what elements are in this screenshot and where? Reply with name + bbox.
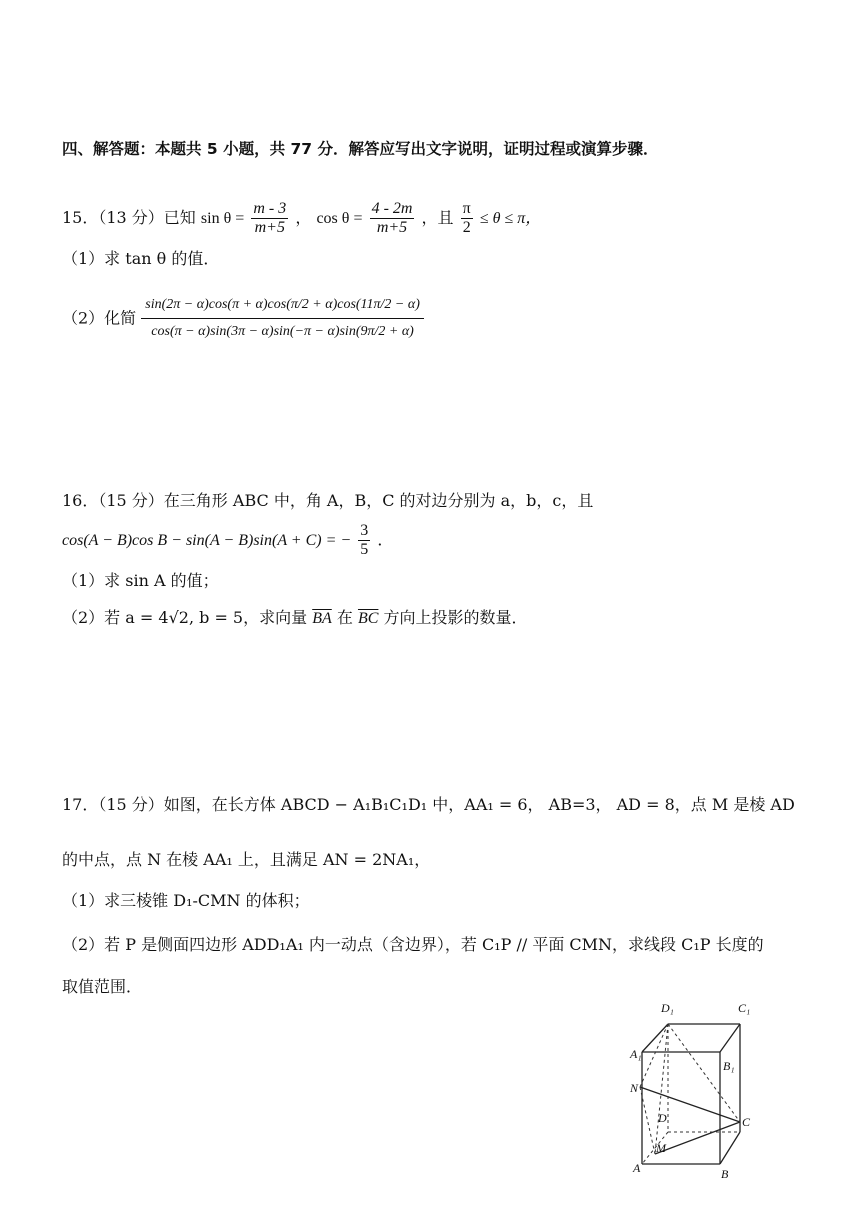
q15-part2-label: （2）化简 <box>62 308 137 328</box>
q15-expression-denominator: cos(π − α)sin(3π − α)sin(−π − α)sin(9π/2 + α) <box>151 324 414 339</box>
q15-expression-numerator: sin(2π − α)cos(π + α)cos(π/2 + α)cos(11π/2 − α) <box>141 292 424 319</box>
q15-cond-post: ≤ θ ≤ π， <box>479 210 542 227</box>
q16-part2-mid: 在 <box>336 608 353 627</box>
section-heading: 四、解答题：本题共 5 小题，共 77 分．解答应写出文字说明，证明过程或演算步骤． <box>62 140 659 158</box>
segment-nc <box>640 1087 740 1122</box>
q15-expression-fraction <box>141 292 424 345</box>
label-m: M <box>656 1141 666 1155</box>
label-n: N <box>630 1081 639 1095</box>
label-d: D <box>658 1111 667 1125</box>
label-c1: C₁ <box>738 1001 751 1015</box>
q16-equation: cos(A − B)cos B − sin(A − B)sin(A + C) = − <box>62 532 352 549</box>
cuboid-figure <box>628 992 768 1182</box>
q15-cond-denominator: 2 <box>462 219 471 236</box>
q16-part1: （1）求 sin A 的值； <box>62 571 219 590</box>
q17-part2: （2）若 P 是侧面四边形 ADD₁A₁ 内一动点（含边界），若 C₁P // 平面 CMN，求线段 C₁P 长度的 <box>62 935 764 954</box>
q17-part2-continued: 取值范围． <box>62 977 143 996</box>
q16-part2 <box>62 607 528 630</box>
segment-d1m-hidden <box>655 1024 668 1154</box>
q15-cond-pre: ，且 <box>421 208 454 227</box>
label-b: B <box>721 1167 729 1181</box>
q15-sin-denominator: m+5 <box>254 219 285 236</box>
q17-line2: 的中点，点 N 在棱 AA₁ 上，且满足 AN = 2NA₁， <box>62 850 431 869</box>
q17-part1: （1）求三棱锥 D₁-CMN 的体积； <box>62 891 310 910</box>
edge-d1a1 <box>642 1024 668 1052</box>
q15-cos-label: cos θ = <box>316 210 363 227</box>
label-b1: B₁ <box>723 1059 735 1073</box>
q16-part2-pre: （2）若 a = 4√2, b = 5，求向量 <box>62 608 308 627</box>
q17-line1: 17．（15 分）如图，在长方体 ABCD − A₁B₁C₁D₁ 中，AA₁ = 6， AB=3， AD = 8，点 M 是棱 AD <box>62 795 795 814</box>
q16-numerator: 3 <box>360 522 369 539</box>
q15-sin-label: sin θ = <box>200 210 245 227</box>
q16-end: ． <box>377 530 394 549</box>
q16-fraction <box>358 522 370 559</box>
q15-statement <box>62 200 541 237</box>
q15-cos-denominator: m+5 <box>376 219 408 236</box>
label-a1: A₁ <box>630 1047 642 1061</box>
edge-bc <box>720 1132 740 1164</box>
q16-denominator: 5 <box>360 541 369 558</box>
q16-vector-ba: $\overline{BA}$ <box>312 610 332 627</box>
q15-cos-fraction <box>370 200 415 237</box>
q15-part2 <box>62 292 424 345</box>
q15-sin-numerator: m - 3 <box>253 200 287 217</box>
q16-vector-bc: $\overline{BC}$ <box>357 610 379 627</box>
label-d1: D₁ <box>661 1001 674 1015</box>
q15-sin-fraction <box>251 200 288 237</box>
q15-number: 15．（13 分）已知 <box>62 208 196 227</box>
q15-cos-numerator: 4 - 2m <box>371 200 413 217</box>
q16-line1: 16．（15 分）在三角形 ABC 中，角 A，B，C 的对边分别为 a，b，c，且 <box>62 491 594 510</box>
label-a: A <box>633 1161 641 1175</box>
q16-line2 <box>62 522 393 559</box>
q15-cond-numerator: π <box>462 200 471 217</box>
edge-c1b1 <box>720 1024 740 1052</box>
label-c: C <box>742 1115 751 1129</box>
q15-cond-fraction <box>461 200 473 237</box>
q15-part1: （1）求 tan θ 的值． <box>62 249 220 268</box>
q16-part2-post: 方向上投影的数量． <box>383 608 528 627</box>
segment-d1n-hidden <box>640 1024 668 1087</box>
q15-sep: ， <box>295 208 312 227</box>
